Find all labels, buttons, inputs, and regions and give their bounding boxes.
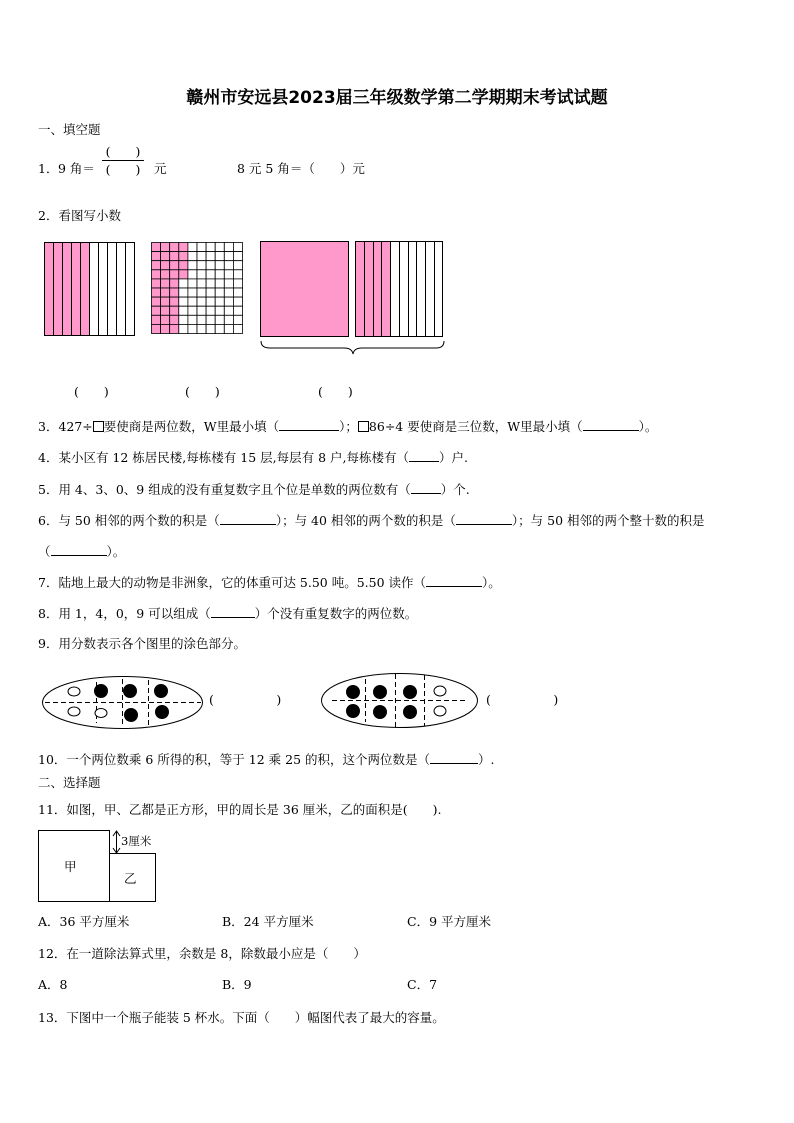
grid-cell	[224, 243, 233, 252]
empty-circle	[68, 707, 80, 716]
grid-cell	[179, 297, 188, 306]
fraction-bar	[102, 160, 144, 161]
grid-cell	[233, 243, 242, 252]
grid-cell	[215, 297, 224, 306]
q3-blank-2[interactable]	[583, 418, 639, 431]
filled-circle	[404, 706, 417, 719]
filled-circle	[404, 686, 417, 699]
q7-text: 7．陆地上最大的动物是非洲象，它的体重可达 5.50 吨。5.50 读作（	[38, 575, 427, 590]
grid-cell-shaded	[170, 306, 179, 315]
q4-text: 4．某小区有 12 栋居民楼,每栋楼有 15 层,每层有 8 户,每栋楼有（	[38, 450, 409, 465]
q11-option-b[interactable]: B．24 平方厘米	[222, 914, 314, 929]
brace	[261, 341, 444, 354]
grid-cell-shaded	[161, 279, 170, 288]
q10-blank[interactable]	[430, 751, 478, 764]
full-square	[261, 242, 349, 337]
q7-line	[38, 574, 501, 590]
grid-cell-shaded	[170, 297, 179, 306]
q3-part1: 427÷	[58, 419, 93, 434]
q1-number: 1．	[38, 161, 59, 176]
label-yi: 乙	[124, 871, 137, 886]
q3-blank-1[interactable]	[279, 418, 339, 431]
grid-cell-shaded	[161, 297, 170, 306]
q4-line	[38, 449, 468, 465]
grid-cell	[197, 279, 206, 288]
q3-part3: ）；	[339, 419, 358, 434]
grid-cell	[206, 279, 215, 288]
q2-answer-2[interactable]: ( )	[185, 384, 220, 399]
q3-part5: ）。	[638, 419, 658, 434]
grid-cell	[215, 270, 224, 279]
q1-fraction-denominator[interactable]: ( )	[105, 162, 141, 177]
grid-cell	[215, 279, 224, 288]
q1-right-expression[interactable]: 8 元 5 角＝（ ）元	[237, 161, 365, 176]
grid-cell-shaded	[179, 270, 188, 279]
grid-cell	[188, 270, 197, 279]
q6-text-e: ）。	[106, 544, 126, 559]
q3-line	[38, 418, 657, 434]
grid-cell	[179, 279, 188, 288]
filled-circle	[95, 685, 108, 698]
grid-cell	[215, 315, 224, 324]
grid-cell-shaded	[179, 252, 188, 261]
q12-option-b[interactable]: B．9	[222, 977, 252, 992]
grid-cell-shaded	[161, 288, 170, 297]
q1-fraction[interactable]	[102, 144, 144, 177]
q2-answer-3[interactable]: ( )	[318, 384, 353, 399]
grid-cell	[188, 324, 197, 333]
filled-circle	[347, 686, 360, 699]
grid-cell	[233, 297, 242, 306]
section-choice-heading: 二、选择题	[38, 775, 101, 790]
digit-box	[358, 421, 369, 432]
grid-cell	[197, 252, 206, 261]
grid-cell	[215, 261, 224, 270]
grid-cell-shaded	[152, 270, 161, 279]
q6-blank-2[interactable]	[456, 512, 512, 525]
q6-line-1	[38, 512, 705, 528]
grid-cell	[188, 288, 197, 297]
q1-fraction-numerator[interactable]: ( )	[105, 144, 141, 159]
q11-text: 11．如图，甲、乙都是正方形，甲的周长是 36 厘米，乙的面积是( ).	[38, 802, 442, 817]
grid-cell	[224, 270, 233, 279]
filled-circle	[156, 706, 169, 719]
grid-cell-shaded	[152, 315, 161, 324]
q4-blank[interactable]	[409, 449, 439, 462]
grid-cell	[206, 297, 215, 306]
grid-cell	[206, 315, 215, 324]
grid-cell-shaded	[170, 279, 179, 288]
filled-circle	[374, 686, 387, 699]
grid-cell	[197, 324, 206, 333]
grid-cell	[188, 279, 197, 288]
grid-cell	[233, 270, 242, 279]
grid-cell	[224, 288, 233, 297]
section-fill-blank-heading: 一、填空题	[38, 122, 101, 137]
q1-left-expression: 9 角＝	[58, 161, 95, 176]
grid-cell-shaded	[152, 297, 161, 306]
filled-circle	[124, 685, 137, 698]
q11-option-c[interactable]: C．9 平方厘米	[407, 914, 491, 929]
q6-text-c: ）；与 50 相邻的两个整十数的积是	[511, 513, 705, 528]
filled-circle	[155, 685, 168, 698]
grid-cell-shaded	[170, 270, 179, 279]
grid-cell-shaded	[170, 324, 179, 333]
q5-line	[38, 481, 470, 497]
grid-cell-shaded	[152, 261, 161, 270]
grid-cell	[188, 297, 197, 306]
grid-cell-shaded	[161, 243, 170, 252]
grid-cell	[188, 315, 197, 324]
q8-blank[interactable]	[211, 605, 255, 618]
grid-cell-shaded	[170, 252, 179, 261]
grid-cell-shaded	[170, 261, 179, 270]
shaded-strips	[355, 242, 390, 336]
grid-cell	[206, 243, 215, 252]
grid-cell	[197, 297, 206, 306]
q9-answer-2[interactable]: ( )	[486, 692, 559, 707]
grid-cell-shaded	[161, 306, 170, 315]
q8-line	[38, 605, 417, 621]
grid-cell	[224, 297, 233, 306]
q3-part4: 86÷4 要使商是三位数，W里最小填（	[368, 419, 583, 434]
q9-answer-1[interactable]: ( )	[209, 692, 282, 707]
grid-cell-shaded	[152, 252, 161, 261]
q9-text: 9．用分数表示各个图里的涂色部分。	[38, 636, 246, 651]
grid-cell-shaded	[170, 315, 179, 324]
q4-text-end: ）户.	[438, 450, 468, 465]
grid-cell	[206, 288, 215, 297]
grid-cell	[188, 243, 197, 252]
empty-circle	[434, 686, 446, 696]
q13-text: 13．下图中一个瓶子能装 5 杯水。下面（ ）幅图代表了最大的容量。	[38, 1010, 445, 1025]
q6-line-2	[38, 543, 125, 559]
q9-oval-figure-2	[320, 672, 482, 730]
grid-cell	[224, 252, 233, 261]
q10-text-end: ）.	[478, 752, 495, 767]
grid-cell	[233, 279, 242, 288]
q8-text-end: ）个没有重复数字的两位数。	[254, 606, 418, 621]
q6-text-a: 6．与 50 相邻的两个数的积是（	[38, 513, 220, 528]
grid-cell	[224, 315, 233, 324]
q12-option-c[interactable]: C．7	[407, 977, 438, 992]
grid-cell	[188, 306, 197, 315]
grid-cell-shaded	[179, 243, 188, 252]
q3-number: 3．	[38, 419, 59, 434]
q2-answer-1[interactable]: ( )	[74, 384, 109, 399]
grid-cell	[215, 243, 224, 252]
q5-blank[interactable]	[411, 481, 441, 494]
q7-text-end: ）。	[482, 575, 501, 590]
grid-cell-shaded	[152, 243, 161, 252]
filled-circle	[374, 706, 387, 719]
q6-blank-1[interactable]	[220, 512, 276, 525]
grid-cell	[188, 261, 197, 270]
grid-cell	[197, 315, 206, 324]
q5-text-end: ）个.	[440, 482, 470, 497]
grid-cell	[197, 270, 206, 279]
q6-text-d: （	[38, 544, 51, 559]
grid-cell	[224, 306, 233, 315]
grid-cell	[179, 306, 188, 315]
grid-cell	[197, 288, 206, 297]
q9-oval-figure-1	[41, 675, 205, 731]
grid-cell	[206, 324, 215, 333]
shaded-strips	[44, 242, 90, 336]
q3-part2: 要使商是两位数，W里最小填（	[103, 419, 280, 434]
q2-grid-figure-2	[151, 242, 243, 338]
page-title: 赣州市安远县2023届三年级数学第二学期期末考试试题	[186, 88, 608, 108]
q2-combined-figure-3	[260, 241, 446, 356]
grid-cell-shaded	[161, 261, 170, 270]
q2-text: 2．看图写小数	[38, 208, 121, 223]
grid-cell	[215, 306, 224, 315]
q10-line	[38, 751, 495, 767]
q2-strip-figure-1	[44, 242, 136, 338]
empty-circle	[95, 709, 107, 718]
empty-circle	[434, 706, 446, 716]
grid-cell	[233, 324, 242, 333]
filled-circle	[347, 705, 360, 718]
grid-cell	[197, 261, 206, 270]
grid-cell	[233, 288, 242, 297]
q12-option-a[interactable]: A．8	[38, 977, 68, 992]
q7-blank[interactable]	[426, 574, 482, 587]
dimension-label: 3厘米	[121, 834, 152, 848]
grid-cell	[233, 261, 242, 270]
q5-text: 5．用 4、3、0、9 组成的没有重复数字且个位是单数的两位数有（	[38, 482, 411, 497]
q6-blank-3[interactable]	[51, 543, 107, 556]
filled-circle	[125, 709, 138, 722]
grid-cell	[206, 270, 215, 279]
grid-cell	[224, 261, 233, 270]
grid-cell-shaded	[179, 261, 188, 270]
label-jia: 甲	[64, 859, 77, 874]
grid-cell	[179, 288, 188, 297]
grid-cell-shaded	[152, 279, 161, 288]
grid-cell-shaded	[152, 288, 161, 297]
grid-cell-shaded	[170, 243, 179, 252]
grid-cell	[215, 252, 224, 261]
grid-cell	[188, 252, 197, 261]
q12-text: 12．在一道除法算式里，余数是 8，除数最小应是（ ）	[38, 946, 366, 961]
grid-cell	[179, 324, 188, 333]
q1-unit: 元	[154, 161, 167, 176]
grid-cell	[206, 252, 215, 261]
grid-cell-shaded	[161, 252, 170, 261]
grid-cell-shaded	[161, 315, 170, 324]
q8-text: 8．用 1，4，0，9 可以组成（	[38, 606, 211, 621]
grid-cell	[224, 324, 233, 333]
grid-cell	[215, 324, 224, 333]
grid-cell	[197, 306, 206, 315]
grid-cell	[224, 279, 233, 288]
grid-cell-shaded	[161, 270, 170, 279]
q10-text: 10．一个两位数乘 6 所得的积，等于 12 乘 25 的积，这个两位数是（	[38, 752, 431, 767]
grid-cell	[233, 306, 242, 315]
grid-cell	[179, 315, 188, 324]
empty-circle	[68, 687, 80, 696]
grid-cell	[197, 243, 206, 252]
grid-cell	[206, 306, 215, 315]
grid-cell	[233, 252, 242, 261]
grid-cell	[206, 261, 215, 270]
grid-cell-shaded	[152, 324, 161, 333]
grid-cell-shaded	[170, 288, 179, 297]
grid-cell-shaded	[161, 324, 170, 333]
q6-text-b: ）；与 40 相邻的两个数的积是（	[275, 513, 456, 528]
grid-cell-shaded	[152, 306, 161, 315]
q11-option-a[interactable]: A．36 平方厘米	[38, 914, 130, 929]
grid-cell	[233, 315, 242, 324]
digit-box	[93, 421, 104, 432]
grid-cell	[215, 288, 224, 297]
